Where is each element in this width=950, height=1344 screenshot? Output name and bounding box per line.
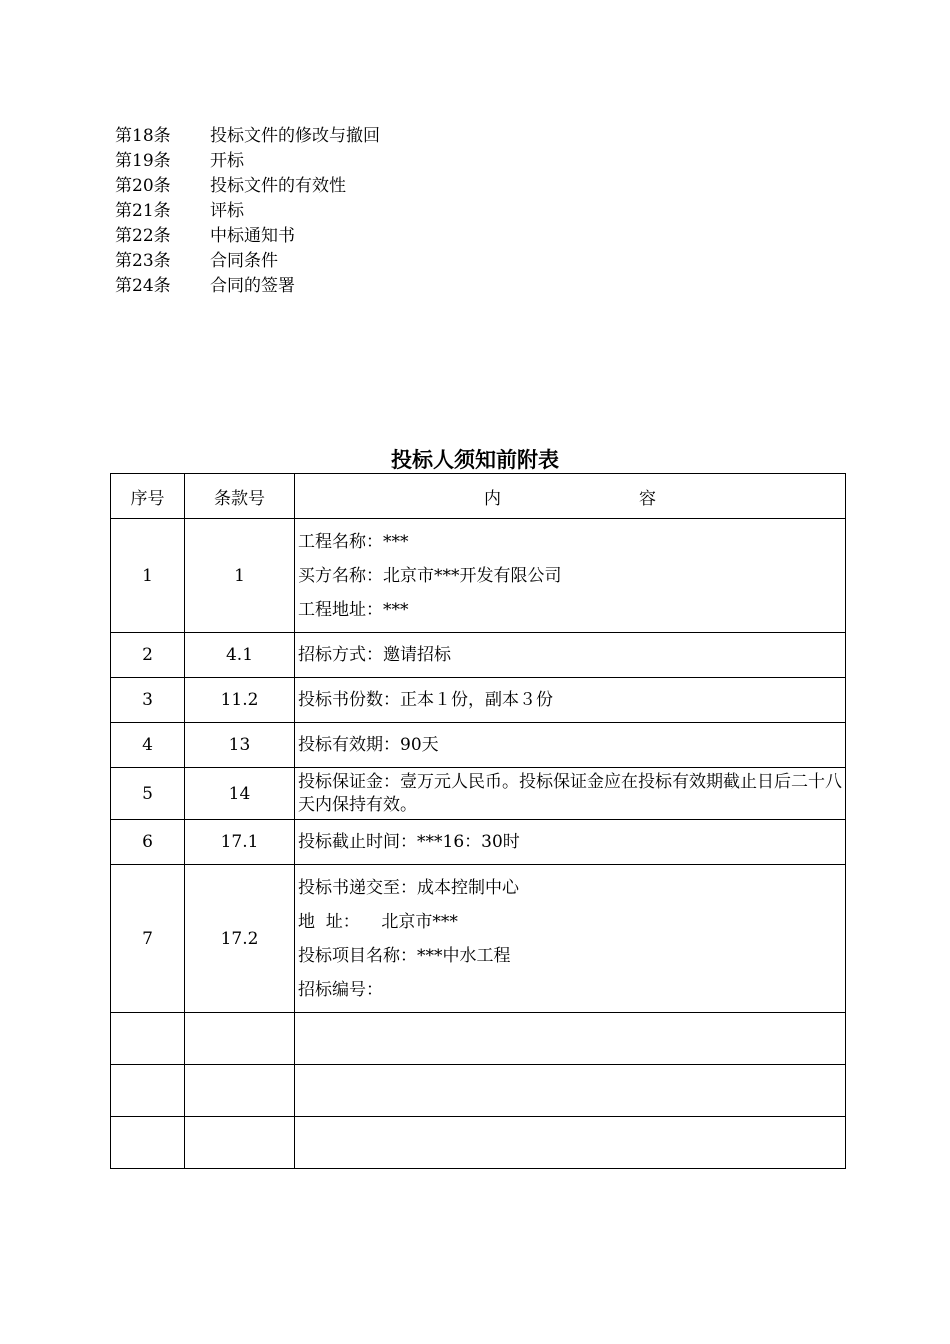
cell-seq: 7 xyxy=(111,865,185,1013)
table-title: 投标人须知前附表 xyxy=(391,448,559,472)
content-line: 地 址： 北京市*** xyxy=(298,911,458,932)
content-line: 工程名称：*** xyxy=(298,531,409,552)
cell-clause: 17.2 xyxy=(185,865,295,1013)
header-seq: 序号 xyxy=(111,474,185,519)
cell-seq xyxy=(111,1065,185,1117)
toc-item xyxy=(115,124,380,149)
toc-list xyxy=(115,124,380,299)
cell-seq: 3 xyxy=(111,678,185,723)
cell-content: 招标方式：邀请招标 xyxy=(295,633,846,678)
cell-clause xyxy=(185,1117,295,1169)
toc-item-title: 合同条件 xyxy=(210,251,278,271)
toc-item xyxy=(115,224,380,249)
table-row-empty xyxy=(111,1065,846,1117)
header-content xyxy=(295,474,846,519)
cell-clause xyxy=(185,1065,295,1117)
table-row xyxy=(111,820,846,865)
cell-clause: 13 xyxy=(185,723,295,768)
cell-content xyxy=(295,1013,846,1065)
table-row xyxy=(111,678,846,723)
table-row xyxy=(111,633,846,678)
toc-item-title: 投标文件的修改与撤回 xyxy=(210,126,380,146)
toc-item-title: 评标 xyxy=(210,201,244,221)
toc-item-number: 第21条 xyxy=(115,201,171,221)
content-line: 工程地址：*** xyxy=(298,599,409,620)
header-content-char: 内 xyxy=(484,488,501,509)
cell-seq: 2 xyxy=(111,633,185,678)
cell-content xyxy=(295,1117,846,1169)
cell-clause xyxy=(185,1013,295,1065)
bidder-instructions-table xyxy=(110,473,846,1169)
cell-clause: 14 xyxy=(185,768,295,820)
cell-content xyxy=(295,865,846,1013)
content-line: 投标书递交至：成本控制中心 xyxy=(298,877,519,898)
cell-seq: 5 xyxy=(111,768,185,820)
table-header-row xyxy=(111,474,846,519)
cell-content: 投标截止时间：***16：30时 xyxy=(295,820,846,865)
content-line: 招标编号： xyxy=(298,979,383,1000)
cell-seq: 4 xyxy=(111,723,185,768)
cell-seq xyxy=(111,1117,185,1169)
toc-item xyxy=(115,149,380,174)
table-row xyxy=(111,768,846,820)
toc-item-title: 投标文件的有效性 xyxy=(210,176,346,196)
toc-item-title: 合同的签署 xyxy=(210,276,295,296)
toc-item xyxy=(115,174,380,199)
toc-item xyxy=(115,199,380,224)
toc-item-number: 第22条 xyxy=(115,226,171,246)
toc-item xyxy=(115,274,380,299)
cell-seq xyxy=(111,1013,185,1065)
cell-content: 投标有效期：90天 xyxy=(295,723,846,768)
toc-item-number: 第23条 xyxy=(115,251,171,271)
cell-seq: 6 xyxy=(111,820,185,865)
toc-item-number: 第20条 xyxy=(115,176,171,196)
table-row-empty xyxy=(111,1117,846,1169)
toc-item-title: 开标 xyxy=(210,151,244,171)
cell-content xyxy=(295,1065,846,1117)
cell-content xyxy=(295,519,846,633)
header-content-char: 容 xyxy=(639,488,656,509)
header-clause: 条款号 xyxy=(185,474,295,519)
cell-clause: 11.2 xyxy=(185,678,295,723)
table-row xyxy=(111,865,846,1013)
cell-clause: 1 xyxy=(185,519,295,633)
table-row xyxy=(111,723,846,768)
cell-seq: 1 xyxy=(111,519,185,633)
cell-clause: 4.1 xyxy=(185,633,295,678)
content-line: 投标项目名称：***中水工程 xyxy=(298,945,511,966)
toc-item-number: 第18条 xyxy=(115,126,171,146)
toc-item xyxy=(115,249,380,274)
table-row xyxy=(111,519,846,633)
cell-clause: 17.1 xyxy=(185,820,295,865)
cell-content: 投标书份数：正本１份，副本３份 xyxy=(295,678,846,723)
content-line: 买方名称：北京市***开发有限公司 xyxy=(298,565,562,586)
toc-item-title: 中标通知书 xyxy=(210,226,295,246)
toc-item-number: 第24条 xyxy=(115,276,171,296)
cell-content: 投标保证金：壹万元人民币。投标保证金应在投标有效期截止日后二十八天内保持有效。 xyxy=(295,768,846,820)
toc-item-number: 第19条 xyxy=(115,151,171,171)
table-row-empty xyxy=(111,1013,846,1065)
